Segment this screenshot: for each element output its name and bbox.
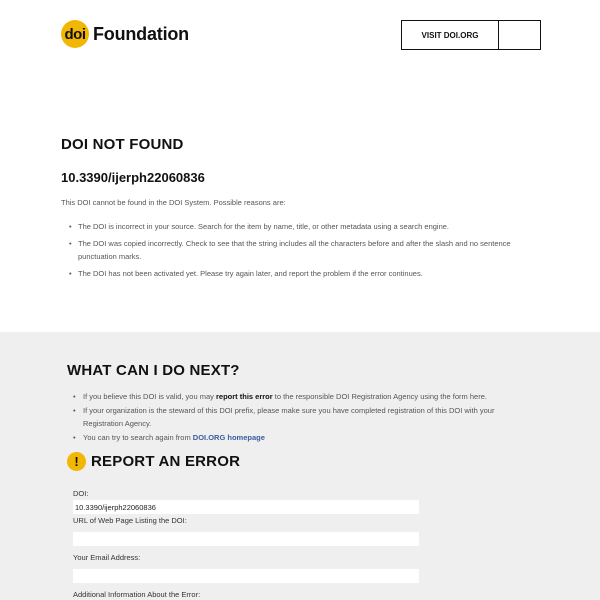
report-heading: [67, 452, 240, 471]
intro-text: This DOI cannot be found in the DOI System. Possible reasons are:: [61, 198, 286, 207]
next-item1-post: to the responsible DOI Registration Agency using the form here.: [272, 392, 487, 401]
page-title: DOI NOT FOUND: [61, 136, 184, 153]
warning-icon: !: [67, 452, 86, 471]
next-item1-pre: If you believe this DOI is valid, you may: [83, 392, 216, 401]
email-field[interactable]: [73, 569, 419, 583]
doi-homepage-link[interactable]: DOI.ORG homepage: [192, 432, 265, 442]
reason-item: • The DOI was copied incorrectly. Check to see that the string includes all the characters before and after the slash and no sentence punctuation marks.: [69, 237, 541, 263]
next-item: • If your organization is the steward of this DOI prefix, please make sure you have completed registration of this DOI with your Registration Agency.: [67, 404, 527, 431]
report-title: REPORT AN ERROR: [91, 453, 241, 470]
report-error-form: [73, 487, 419, 600]
visit-doi-org-button[interactable]: VISIT DOI.ORG: [402, 21, 499, 49]
next-title: WHAT CAN I DO NEXT?: [67, 362, 240, 379]
next-item3-pre: You can try to search again from: [83, 432, 193, 442]
next-item: [67, 431, 527, 445]
doi-field[interactable]: [73, 500, 419, 514]
reasons-list: [61, 220, 541, 280]
url-field-label: URL of Web Page Listing the DOI:: [73, 516, 187, 525]
header-actions: [401, 20, 541, 50]
reason-item: • The DOI is incorrect in your source. Search for the item by name, title, or other metadata using a search engine.: [69, 220, 541, 233]
site-header: [0, 0, 600, 70]
logo-text: Foundation: [93, 23, 189, 44]
doi-field-label: DOI:: [73, 489, 89, 498]
next-steps-section: [0, 332, 600, 600]
menu-button[interactable]: [499, 21, 540, 49]
doi-foundation-logo[interactable]: [61, 20, 189, 48]
logo-mark: doi: [61, 20, 89, 48]
email-field-label: Your Email Address:: [73, 553, 141, 562]
not-found-section: [61, 136, 541, 284]
reason-item: • The DOI has not been activated yet. Please try again later, and report the problem if the error continues.: [69, 267, 541, 280]
next-item: [67, 390, 527, 404]
report-error-link[interactable]: report this error: [215, 392, 273, 401]
info-field-label: Additional Information About the Error:: [73, 590, 201, 599]
url-field[interactable]: [73, 532, 419, 546]
next-steps-list: [67, 390, 527, 444]
doi-heading: 10.3390/ijerph22060836: [61, 170, 205, 185]
